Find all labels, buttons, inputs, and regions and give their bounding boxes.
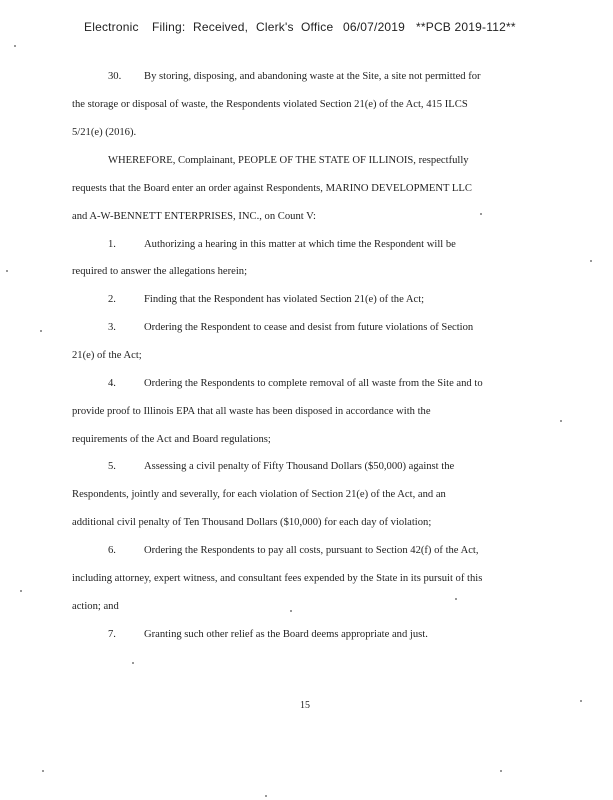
page-number: 15 bbox=[300, 700, 310, 711]
paragraph-number: 30. bbox=[108, 71, 122, 82]
item-number: 2. bbox=[108, 294, 116, 305]
scan-speck bbox=[580, 700, 582, 702]
wherefore-line: and A-W-BENNETT ENTERPRISES, INC., on Count V: bbox=[72, 211, 316, 222]
scan-speck bbox=[14, 45, 16, 47]
item-line: Granting such other relief as the Board deems appropriate and just. bbox=[144, 629, 428, 640]
scan-speck bbox=[560, 420, 562, 422]
item-line: Assessing a civil penalty of Fifty Thousand Dollars ($50,000) against the bbox=[144, 461, 455, 472]
scan-speck bbox=[455, 598, 457, 600]
item-number: 3. bbox=[108, 322, 116, 333]
scan-speck bbox=[6, 270, 8, 272]
item-number: 4. bbox=[108, 378, 116, 389]
item-line: 21(e) of the Act; bbox=[72, 350, 142, 361]
item-number: 5. bbox=[108, 461, 116, 472]
item-line: Ordering the Respondents to pay all costs, pursuant to Section 42(f) of the Act, bbox=[144, 545, 479, 556]
header-case-number: **PCB 2019-112** bbox=[416, 20, 516, 34]
scan-speck bbox=[590, 260, 592, 262]
item-line: Ordering the Respondent to cease and desist from future violations of Section bbox=[144, 322, 474, 333]
paragraph-line: 5/21(e) (2016). bbox=[72, 127, 137, 138]
header-clerks: Clerk's bbox=[256, 20, 294, 34]
item-line: action; and bbox=[72, 601, 119, 612]
item-line: including attorney, expert witness, and consultant fees expended by the State in its pursuit of this bbox=[72, 573, 483, 584]
item-line: additional civil penalty of Ten Thousand Dollars ($10,000) for each day of violation; bbox=[72, 517, 432, 528]
header-date: 06/07/2019 bbox=[343, 20, 406, 34]
scan-speck bbox=[40, 330, 42, 332]
scan-speck bbox=[500, 770, 502, 772]
scan-speck bbox=[42, 770, 44, 772]
header-received: Received, bbox=[193, 20, 249, 34]
paragraph-line: the storage or disposal of waste, the Respondents violated Section 21(e) of the Act, 415 ILCS bbox=[72, 99, 468, 110]
header-office: Office bbox=[301, 20, 334, 34]
scan-speck bbox=[132, 662, 134, 664]
header-filing: Filing: bbox=[152, 20, 186, 34]
header-electronic: Electronic bbox=[84, 20, 139, 34]
scan-speck bbox=[20, 590, 22, 592]
item-number: 7. bbox=[108, 629, 116, 640]
item-number: 1. bbox=[108, 239, 116, 250]
scan-speck bbox=[480, 213, 482, 215]
item-line: Authorizing a hearing in this matter at which time the Respondent will be bbox=[144, 239, 456, 250]
item-line: requirements of the Act and Board regulations; bbox=[72, 434, 271, 445]
item-line: Finding that the Respondent has violated Section 21(e) of the Act; bbox=[144, 294, 425, 305]
scan-speck bbox=[265, 795, 267, 797]
wherefore-line: requests that the Board enter an order against Respondents, MARINO DEVELOPMENT LLC bbox=[72, 183, 472, 194]
item-line: required to answer the allegations herein; bbox=[72, 266, 248, 277]
item-line: Ordering the Respondents to complete removal of all waste from the Site and to bbox=[144, 378, 483, 389]
item-number: 6. bbox=[108, 545, 116, 556]
wherefore-line: WHEREFORE, Complainant, PEOPLE OF THE STATE OF ILLINOIS, respectfully bbox=[108, 155, 469, 166]
item-line: Respondents, jointly and severally, for each violation of Section 21(e) of the Act, and an bbox=[72, 489, 446, 500]
item-line: provide proof to Illinois EPA that all waste has been disposed in accordance with the bbox=[72, 406, 431, 417]
scan-speck bbox=[290, 610, 292, 612]
paragraph-line: By storing, disposing, and abandoning waste at the Site, a site not permitted for bbox=[144, 71, 481, 82]
